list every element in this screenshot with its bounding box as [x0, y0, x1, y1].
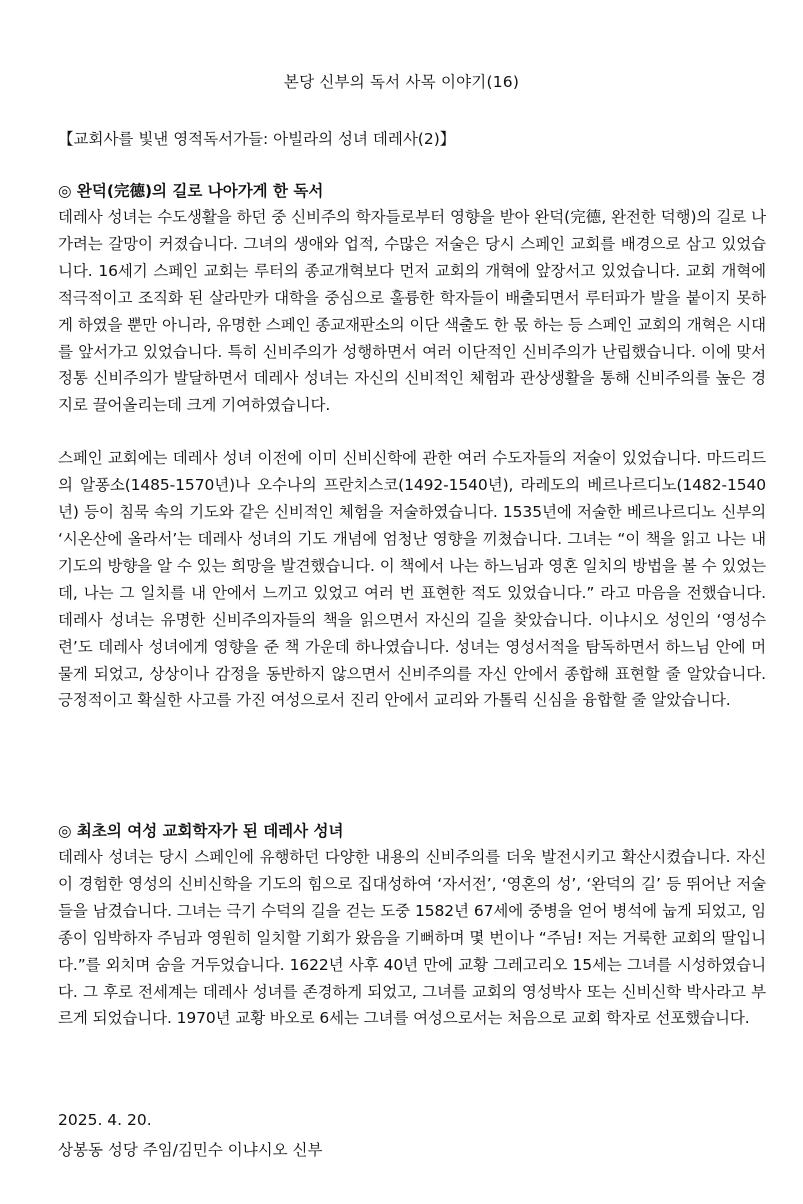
section-heading: ◎ 최초의 여성 교회학자가 된 데레사 성녀: [58, 822, 344, 840]
section-first-woman-doctor: [58, 818, 766, 1032]
section-perfection-reading: [58, 178, 766, 714]
document-date: 2025. 4. 20.: [58, 1111, 152, 1129]
body-paragraph: 데레사 성녀는 당시 스페인에 유행하던 다양한 내용의 신비주의를 더욱 발전시키고 확산시켰습니다. 자신이 경험한 영성의 신비신학을 기도의 힘으로 집대성하여 ‘자서전’, ‘영혼의 성’, ‘완덕의 길’ 등 뛰어난 저술들을 남겼습니다. 그녀는 극기 수덕의 길을 걷는 도중 1582년 67세에 중병을 얻어 병석에 눕게 되었고, 임종이 임박하자 주님과 영원히 일치할 기회가 왔음을 기뻐하며 몇 번이나 “주님! 저는 거룩한 교회의 딸입니다.”를 외치며 숨을 거두었습니다. 1622년 사후 40년 만에 교황 그레고리오 15세는 그녀를 시성하였습니다. 그 후로 전세계는 데레사 성녀를 존경하게 되었고, 그녀를 교회의 영성박사 또는 신비신학 박사라고 부르게 되었습니다. 1970년 교황 바오로 6세는 그녀를 여성으로서는 처음으로 교회 학자로 선포했습니다.: [58, 848, 766, 1028]
section-heading: ◎ 완덕(完德)의 길로 나아가게 한 독서: [58, 182, 324, 200]
document-title: 본당 신부의 독서 사목 이야기(16): [283, 73, 520, 91]
body-paragraph: 데레사 성녀는 수도생활을 하던 중 신비주의 학자들로부터 영향을 받아 완덕(完德, 완전한 덕행)의 길로 나가려는 갈망이 커졌습니다. 그녀의 생애와 업적, 수많은 저술은 당시 스페인 교회를 배경으로 삼고 있었습니다. 16세기 스페인 교회는 루터의 종교개혁보다 먼저 교회의 개혁에 앞장서고 있었습니다. 교회 개혁에 적극적이고 조직화 된 살라만카 대학을 중심으로 훌륭한 학자들이 배출되면서 루터파가 발을 붙이지 못하게 하였을 뿐만 아니라, 유명한 스페인 종교재판소의 이단 색출도 한 몫 하는 등 스페인 교회의 개혁은 시대를 앞서가고 있었습니다. 특히 신비주의가 성행하면서 여러 이단적인 신비주의가 난립했습니다. 이에 맞서 정통 신비주의가 발달하면서 데레사 성녀는 자신의 신비적인 체험과 관상생활을 통해 신비주의를 높은 경지로 끌어올리는데 크게 기여하였습니다.: [58, 208, 766, 415]
document-signature: 상봉동 성당 주임/김민수 이냐시오 신부: [58, 1141, 323, 1159]
document-subtitle: 【교회사를 빛낸 영적독서가들: 아빌라의 성녀 데레사(2)】: [58, 130, 456, 148]
body-paragraph: 스페인 교회에는 데레사 성녀 이전에 이미 신비신학에 관한 여러 수도자들의 저술이 있었습니다. 마드리드의 알퐁소(1485-1570년)나 오수나의 프란치스코(1492-1540년), 라레도의 베르나르디노(1482-1540년) 등이 침묵 속의 기도와 같은 신비적인 체험을 저술하였습니다. 1535년에 저술한 베르나르디노 신부의 ‘시온산에 올라서’는 데레사 성녀의 기도 개념에 엄청난 영향을 끼쳤습니다. 그녀는 “이 책을 읽고 나는 내 기도의 방향을 알 수 있는 희망을 발견했습니다. 이 책에서 나는 하느님과 영혼 일치의 방법을 볼 수 있었는데, 나는 그 일치를 내 안에서 느끼고 있었고 여러 번 표현한 적도 있었습니다.” 라고 마음을 전했습니다. 데레사 성녀는 유명한 신비주의자들의 책을 읽으면서 자신의 길을 찾았습니다. 이냐시오 성인의 ‘영성수련’도 데레사 성녀에게 영향을 준 책 가운데 하나였습니다. 성녀는 영성서적을 탐독하면서 하느님 안에 머물게 되었고, 상상이나 감정을 동반하지 않으면서 신비주의를 자신 안에서 종합해 표현할 줄 알았습니다. 긍정적이고 확실한 사고를 가진 여성으로서 진리 안에서 교리와 가톨릭 신심을 융합할 줄 알았습니다.: [58, 449, 766, 710]
